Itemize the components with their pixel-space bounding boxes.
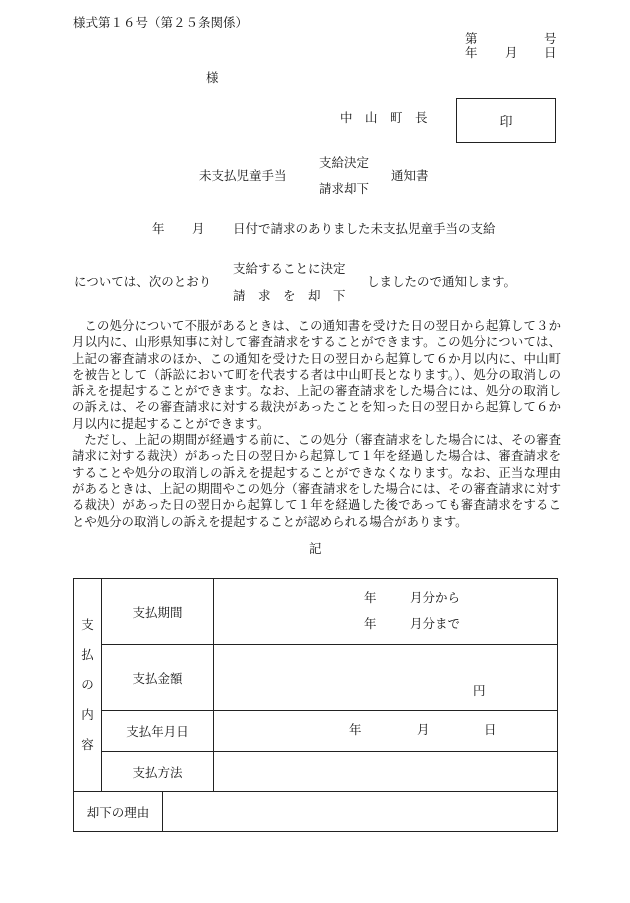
period-to-year: 年 (364, 616, 377, 631)
intro-line2-suffix: しましたので通知します。 (367, 274, 517, 289)
rejection-label: 却下の理由 (74, 792, 163, 831)
payment-date-year: 年 (349, 722, 362, 737)
date-year: 年 (465, 45, 478, 60)
rejection-value[interactable] (163, 792, 557, 831)
intro-month: 月 (192, 221, 205, 236)
appeal-notice (72, 318, 561, 530)
intro-year: 年 (152, 221, 165, 236)
seal-label: 印 (499, 115, 513, 130)
section-label-cell (74, 579, 102, 792)
section-label-char: 払 (81, 647, 94, 662)
intro-option-reject: 請 求 を 却 下 (233, 288, 346, 303)
date-month: 月 (505, 45, 518, 60)
appeal-notice-paragraph-2: ただし、上記の期間が経過する前に、この処分（審査請求をした場合には、その審査請求に対する裁決）があった日の翌日から起算して１年を経過した場合は、審査請求をすることや処分の取消しの訴えを提起することができなくなります。なお、正当な理由があるときは、上記の期間やこの処分（審査請求をした場合には、その審査請求に対する裁決）があった日の翌日から起算して１年を経過した後であっても審査請求をすることや処分の取消しの訴えを提起することが認められる場合があります。 (72, 432, 561, 529)
section-label-char: の (81, 677, 94, 692)
payment-date-month: 月 (417, 722, 430, 737)
form-number: 様式第１６号（第２５条関係） (73, 15, 249, 30)
section-label-char: 支 (81, 617, 94, 632)
amount-label: 支払金額 (102, 645, 214, 711)
title-option-reject: 請求却下 (319, 181, 370, 196)
section-label-char: 容 (81, 737, 94, 752)
period-to-month: 月分まで (410, 616, 461, 631)
payment-date-value-cell[interactable] (214, 711, 558, 752)
date-day: 日 (544, 45, 557, 60)
amount-value-cell[interactable] (214, 645, 558, 711)
appeal-notice-paragraph-1: この処分について不服があるときは、この通知書を受けた日の翌日から起算して３か月以内に、山形県知事に対して審査請求をすることができます。この処分については、上記の審査請求のほか、この通知を受けた日の翌日から起算して６か月以内に、中山町を被告として（訴訟において町を代表する者は中山町長となります。）、処分の取消しの訴えを提起することができます。なお、上記の審査請求をした場合には、処分の取消しの訴えは、その審査請求に対する裁決があったことを知った日の翌日から起算して６か月以内に提起することができます。 (72, 318, 561, 431)
period-from-year: 年 (364, 590, 377, 605)
period-from-month: 月分から (410, 590, 461, 605)
title-suffix: 通知書 (391, 168, 429, 183)
doc-number-suffix: 号 (544, 31, 557, 46)
amount-unit: 円 (473, 683, 486, 698)
title-prefix: 未支払児童手当 (199, 168, 287, 183)
rejection-row (74, 792, 558, 832)
seal-box (456, 98, 556, 143)
intro-text: 日付で請求のありました未支払児童手当の支給 (233, 221, 496, 236)
ki-heading: 記 (309, 541, 322, 556)
doc-number-prefix: 第 (465, 31, 478, 46)
payment-date-day: 日 (484, 722, 497, 737)
issuer: 中 山 町 長 (340, 110, 428, 125)
method-value-cell[interactable] (214, 752, 558, 792)
period-value-cell[interactable] (214, 579, 558, 645)
intro-option-approve: 支給することに決定 (233, 261, 346, 276)
intro-line2-prefix: については、次のとおり (74, 274, 212, 289)
method-label: 支払方法 (102, 752, 214, 792)
period-label: 支払期間 (102, 579, 214, 645)
payment-details-table (73, 578, 558, 832)
addressee-suffix: 様 (206, 70, 219, 85)
payment-date-label: 支払年月日 (102, 711, 214, 752)
section-label-vertical (74, 610, 101, 760)
section-label-char: 内 (81, 707, 94, 722)
title-option-approve: 支給決定 (319, 155, 370, 170)
